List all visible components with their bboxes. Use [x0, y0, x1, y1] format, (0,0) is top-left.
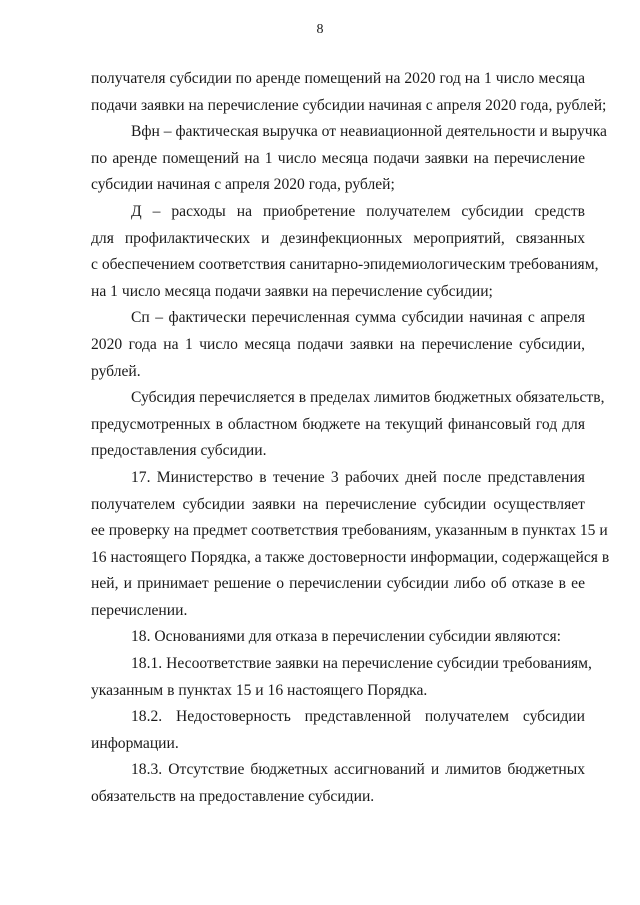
page-number: 8 — [316, 22, 324, 37]
paragraph — [91, 704, 585, 757]
text-line: обязательств на предоставление субсидии. — [91, 788, 375, 806]
text-line: 18.1. Несоответствие заявки на перечисление субсидии требованиям, — [131, 655, 592, 673]
text-line: 16 настоящего Порядка, а также достоверности информации, содержащейся в — [91, 548, 610, 566]
text-line: 2020 года на 1 число месяца подачи заявки на перечисление субсидии, — [91, 335, 585, 353]
text-line: 18. Основаниями для отказа в перечислении субсидии являются: — [131, 628, 561, 646]
text-line: подачи заявки на перечисление субсидии начиная с апреля 2020 года, рублей; — [91, 96, 607, 114]
text-line: Д – расходы на приобретение получателем субсидии средств — [131, 202, 585, 220]
text-line: Субсидия перечисляется в пределах лимитов бюджетных обязательств, — [131, 389, 605, 407]
paragraph — [91, 651, 592, 704]
paragraph — [91, 66, 607, 119]
text-line: субсидии начиная с апреля 2020 года, рублей; — [91, 176, 395, 194]
text-line: Сп – фактически перечисленная сумма субсидии начиная с апреля — [131, 309, 585, 327]
paragraph — [91, 624, 585, 651]
paragraph — [91, 385, 605, 465]
text-line: Вфн – фактическая выручка от неавиационной деятельности и выручка — [131, 123, 607, 141]
text-line: ней, и принимает решение о перечислении субсидии либо об отказе в ее — [91, 575, 585, 593]
text-line: указанным в пунктах 15 и 16 настоящего Порядка. — [91, 681, 428, 699]
text-line: информации. — [91, 734, 179, 752]
text-line: рублей. — [91, 362, 141, 380]
text-line: по аренде помещений на 1 число месяца подачи заявки на перечисление — [91, 149, 585, 167]
text-line: ее проверку на предмет соответствия требованиям, указанным в пунктах 15 и — [91, 522, 608, 540]
document-body — [91, 66, 610, 811]
text-line: 18.2. Недостоверность представленной получателем субсидии — [131, 708, 585, 726]
paragraph — [91, 757, 585, 810]
text-line: 17. Министерство в течение 3 рабочих дней после представления — [131, 468, 585, 486]
text-line: для профилактических и дезинфекционных мероприятий, связанных — [91, 229, 585, 247]
paragraph — [91, 119, 607, 199]
paragraph — [91, 199, 599, 305]
text-line: предусмотренных в областном бюджете на текущий финансовый год для — [91, 415, 585, 433]
paragraph — [91, 305, 585, 385]
text-line: с обеспечением соответствия санитарно-эпидемиологическим требованиям, — [91, 256, 599, 274]
text-line: на 1 число месяца подачи заявки на перечисление субсидии; — [91, 282, 493, 300]
text-line: предоставления субсидии. — [91, 442, 267, 460]
text-line: 18.3. Отсутствие бюджетных ассигнований и лимитов бюджетных — [131, 761, 585, 779]
text-line: получателя субсидии по аренде помещений на 2020 год на 1 число месяца — [91, 70, 585, 87]
paragraph — [91, 465, 610, 625]
text-line: перечислении. — [91, 601, 188, 619]
text-line: получателем субсидии заявки на перечисление субсидии осуществляет — [91, 495, 585, 513]
